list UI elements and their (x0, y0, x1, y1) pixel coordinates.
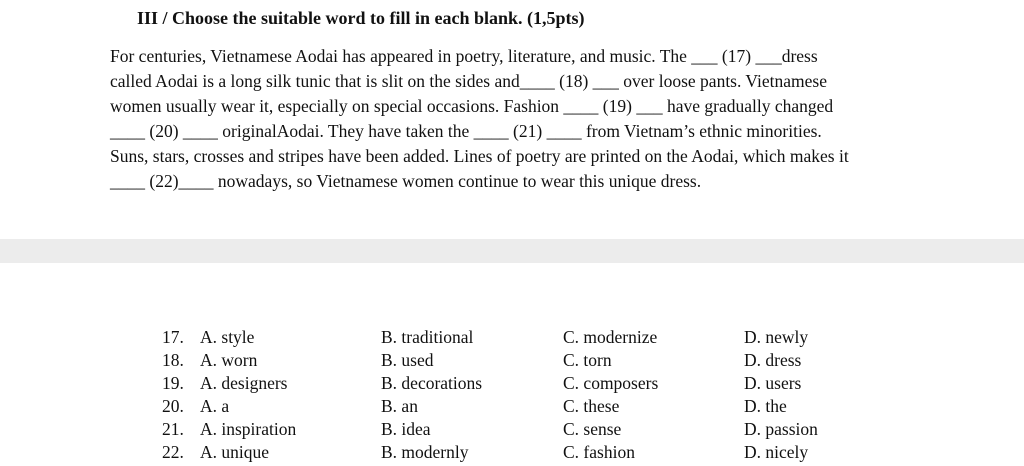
option-row-19 (0, 372, 1024, 395)
question-number: 22. (162, 442, 184, 462)
option-c: C. sense (563, 419, 622, 439)
question-number: 19. (162, 373, 184, 393)
option-b: B. modernly (381, 442, 469, 462)
option-c: C. torn (563, 350, 612, 370)
option-d: D. passion (744, 419, 818, 439)
cropped-next-line (0, 462, 1024, 466)
option-d: D. the (744, 396, 787, 416)
option-a: A. inspiration (200, 419, 297, 439)
option-c: C. modernize (563, 327, 658, 347)
option-b: B. traditional (381, 327, 474, 347)
separator-band (0, 239, 1024, 263)
question-number: 17. (162, 327, 184, 347)
passage-line: ____ (22)____ nowadays, so Vietnamese women continue to wear this unique dress. (110, 171, 702, 191)
option-a: A. worn (200, 350, 258, 370)
option-a: A. style (200, 327, 255, 347)
question-number: 20. (162, 396, 184, 416)
passage-line: Suns, stars, crosses and stripes have been added. Lines of poetry are printed on the Aodai, which makes it (110, 146, 849, 166)
passage (110, 44, 849, 194)
option-d: D. dress (744, 350, 802, 370)
option-c: C. composers (563, 373, 659, 393)
option-d: D. newly (744, 327, 809, 347)
option-b: B. decorations (381, 373, 483, 393)
option-row-22 (0, 441, 1024, 464)
option-a: A. a (200, 396, 230, 416)
option-a: A. designers (200, 373, 288, 393)
question-number: 18. (162, 350, 184, 370)
passage-line: ____ (20) ____ originalAodai. They have taken the ____ (21) ____ from Vietnam’s ethnic minorities. (110, 121, 822, 141)
answer-options (0, 326, 1024, 464)
question-number: 21. (162, 419, 184, 439)
option-row-18 (0, 349, 1024, 372)
option-b: B. an (381, 396, 418, 416)
section-heading: III / Choose the suitable word to fill in each blank. (1,5pts) (137, 8, 585, 28)
passage-line: women usually wear it, especially on special occasions. Fashion ____ (19) ___ have gradually changed (110, 96, 834, 116)
option-c: C. these (563, 396, 620, 416)
option-b: B. idea (381, 419, 431, 439)
option-row-21 (0, 418, 1024, 441)
passage-line: called Aodai is a long silk tunic that is slit on the sides and____ (18) ___ over loose pants. Vietnamese (110, 71, 827, 91)
option-row-20 (0, 395, 1024, 418)
option-a: A. unique (200, 442, 270, 462)
option-row-17 (0, 326, 1024, 349)
passage-line: For centuries, Vietnamese Aodai has appeared in poetry, literature, and music. The ___ (17) ___dress (110, 46, 818, 66)
option-d: D. nicely (744, 442, 809, 462)
option-c: C. fashion (563, 442, 635, 462)
option-d: D. users (744, 373, 802, 393)
option-b: B. used (381, 350, 434, 370)
